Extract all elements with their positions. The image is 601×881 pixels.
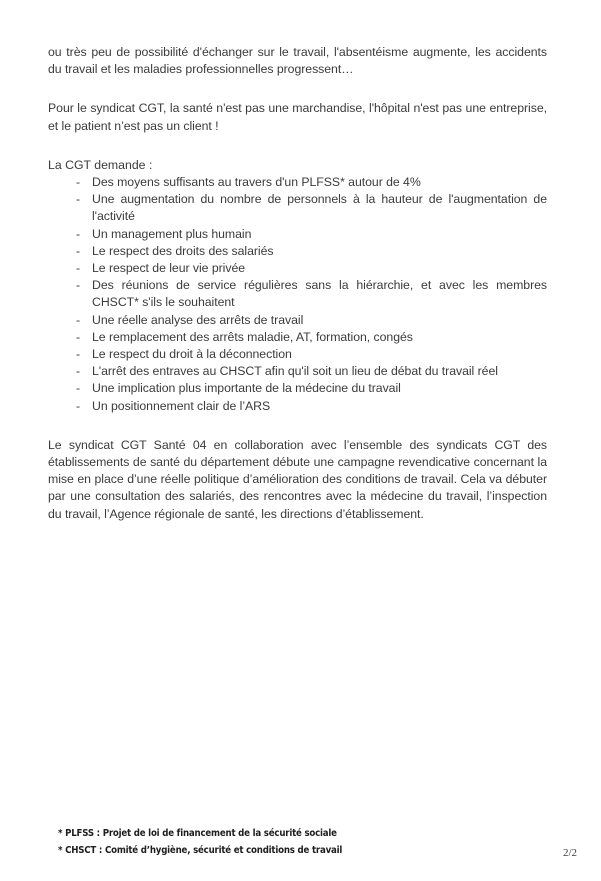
- bullet-dash-icon: -: [76, 398, 81, 413]
- list-item: [48, 380, 547, 397]
- paragraph-spacer: [48, 78, 547, 100]
- list-item-label: Un management plus humain: [92, 226, 252, 241]
- list-item-label: Une implication plus importante de la médecine du travail: [92, 381, 401, 396]
- paragraph-cgt-statement: Pour le syndicat CGT, la santé n'est pas une marchandise, l'hôpital n'est pas une entreprise, et le patient n’est pas un client !: [48, 101, 547, 133]
- list-item: [48, 363, 547, 380]
- list-item-label: Le respect des droits des salariés: [92, 243, 274, 258]
- list-item-label: Le respect de leur vie privée: [92, 261, 246, 276]
- list-item-label: Une réelle analyse des arrêts de travail: [92, 312, 304, 327]
- paragraph-closing: Le syndicat CGT Santé 04 en collaboration avec l’ensemble des syndicats CGT des établissements de santé du département débute une campagne revendicative concernant la mise en place d’une réelle politique d’amélioration des conditions de travail. Cela va débuter par une consultation des salariés, des rencontres avec la médecine du travail, l’inspection du travail, l’Agence régionale de santé, les directions d’établissement.: [48, 437, 547, 521]
- list-item-label: Le remplacement des arrêts maladie, AT, formation, congés: [92, 329, 413, 344]
- bullet-dash-icon: -: [76, 364, 81, 379]
- list-item: [48, 346, 547, 363]
- list-item: [48, 277, 547, 311]
- bullet-dash-icon: -: [76, 226, 81, 241]
- paragraph-spacer: [48, 415, 547, 437]
- demands-list: [48, 174, 547, 415]
- list-item: [48, 174, 547, 191]
- list-item: [48, 260, 547, 277]
- footnotes: [58, 826, 478, 859]
- list-item-label: L'arrêt des entraves au CHSCT afin qu'il soit un lieu de débat du travail réel: [92, 364, 498, 379]
- list-item: [48, 226, 547, 243]
- bullet-dash-icon: -: [76, 261, 81, 276]
- list-item: [48, 329, 547, 346]
- list-item: [48, 398, 547, 415]
- list-item: [48, 191, 547, 225]
- bullet-dash-icon: -: [76, 312, 81, 327]
- list-item-label: Des réunions de service régulières sans la hiérarchie, et avec les membres CHSCT* s'ils le souhaitent: [92, 278, 547, 310]
- bullet-dash-icon: -: [76, 192, 81, 207]
- bullet-dash-icon: -: [76, 278, 81, 293]
- bullet-dash-icon: -: [76, 329, 81, 344]
- bullet-dash-icon: -: [76, 175, 81, 190]
- bullet-dash-icon: -: [76, 381, 81, 396]
- list-item: [48, 312, 547, 329]
- list-item-label: Un positionnement clair de l’ARS: [92, 398, 271, 413]
- list-item-label: Le respect du droit à la déconnection: [92, 347, 292, 362]
- list-item-label: Une augmentation du nombre de personnels à la hauteur de l'augmentation de l'activité: [92, 192, 547, 224]
- footnote-plfss: * PLFSS : Projet de loi de financement de la sécurité sociale: [58, 828, 337, 839]
- demands-heading: La CGT demande :: [48, 157, 153, 172]
- bullet-dash-icon: -: [76, 243, 81, 258]
- bullet-dash-icon: -: [76, 347, 81, 362]
- page-number: 2/2: [562, 847, 577, 859]
- paragraph-spacer: [48, 135, 547, 157]
- document-body: [48, 44, 547, 523]
- footnote-chsct: * CHSCT : Comité d’hygiène, sécurité et conditions de travail: [58, 844, 343, 856]
- list-item: [48, 243, 547, 260]
- list-item-label: Des moyens suffisants au travers d'un PLFSS* autour de 4%: [92, 175, 421, 190]
- paragraph-intro-continued: ou très peu de possibilité d'échanger sur le travail, l'absentéisme augmente, les accidents du travail et les maladies professionnelles progressent…: [48, 45, 547, 77]
